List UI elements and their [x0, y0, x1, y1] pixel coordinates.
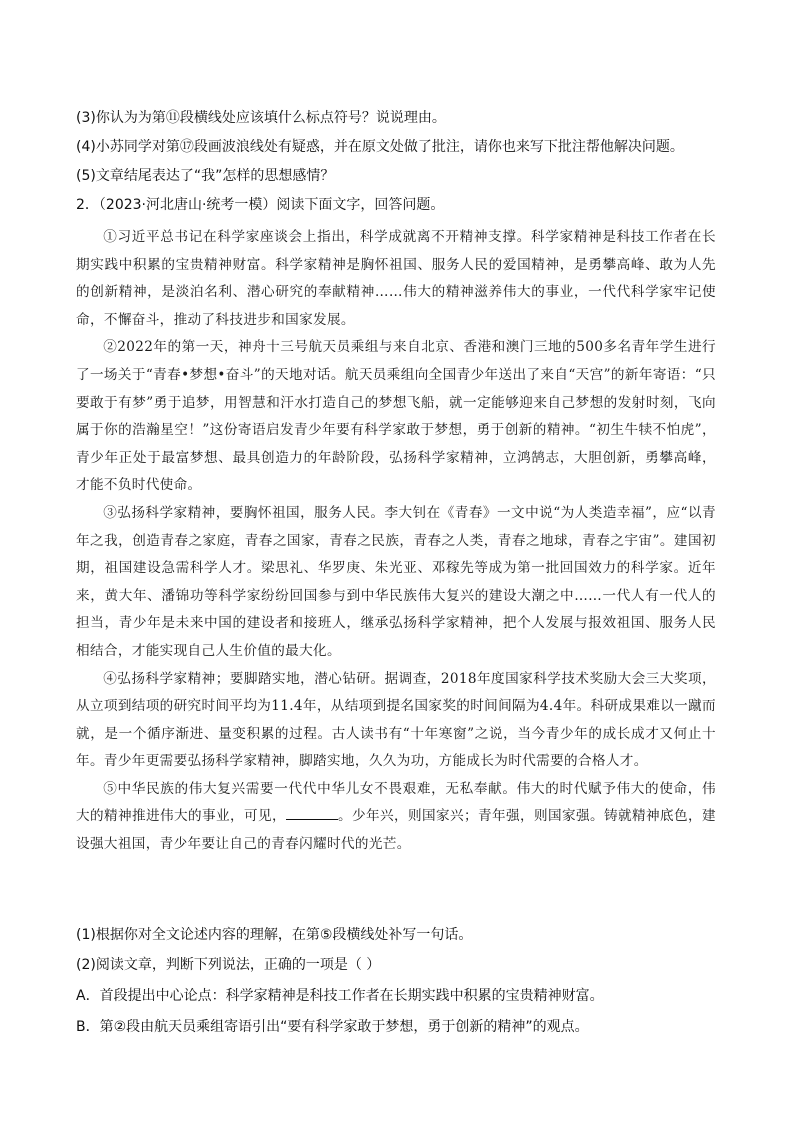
fill-in-blank [286, 805, 338, 820]
paragraph-2: ②2022年的第一天，神舟十三号航天员乘组与来自北京、香港和澳门三地的500多名青年学生进行了一场关于“青春•梦想•奋斗”的天地对话。航天员乘组向全国青少年送出了来自“天宫”的新年寄语：“只要敢于有梦”勇于追梦，用智慧和汗水打造自己的梦想飞船，就一定能够迎来自己梦想的发射时刻，飞向属于你的浩瀚星空！”这份寄语启发青少年要有科学家敢于梦想，勇于创新的精神。“初生牛犊不怕虎”，青少年正处于最富梦想、最具创造力的年龄阶段，弘扬科学家精神，立鸿鹄志，大胆创新，勇攀高峰，才能不负时代使命。 [76, 339, 716, 494]
question-4: (4)小苏同学对第⑰段画波浪线处有疑惑，并在原文处做了批注，请你也来写下批注帮他解决问题。 [76, 139, 684, 155]
reading-passage [76, 224, 716, 859]
paragraph-1: ①习近平总书记在科学家座谈会上指出，科学成就离不开精神支撑。科学家精神是科技工作者在长期实践中积累的宝贵精神财富。科学家精神是胸怀祖国、服务人民的爱国精神，是勇攀高峰、敢为人先的创新精神，是淡泊名利、潜心研究的奉献精神……伟大的精神滋养伟大的事业，一代代科学家牢记使命，不懈奋斗，推动了科技进步和国家发展。 [76, 229, 716, 328]
option-b: B．第②段由航天员乘组寄语引出“要有科学家敢于梦想，勇于创新的精神”的观点。 [76, 1019, 589, 1035]
question-5: (5)文章结尾表达了“我”怎样的思想感情？ [76, 168, 335, 184]
paragraph-5-part-1: ⑤中华民族的伟大复兴需要一代代中华儿女不畏艰难，无私奉献。伟大的时代赋予伟大的使命，伟大的精神推进伟大的事业，可见， [76, 780, 716, 825]
paragraph-5-part-2: 。少年兴，则国家兴；青年强，则国家强。铸就精神底色，建设强大祖国，青少年要让自己的青春闪耀时代的光芒。 [76, 808, 716, 853]
question-3: (3)你认为为第⑪段横线处应该填什么标点符号？说说理由。 [76, 110, 446, 126]
problem-header: 2．（2023·河北唐山·统考一模）阅读下面文字，回答问题。 [76, 197, 445, 213]
sub-question-1: (1)根据你对全文论述内容的理解，在第⑤段横线处补写一句话。 [76, 927, 473, 943]
paragraph-3: ③弘扬科学家精神，要胸怀祖国，服务人民。李大钊在《青春》一文中说“为人类造幸福”，应“以青年之我，创造青春之家庭，青春之国家，青春之民族，青春之人类，青春之地球，青春之宇宙”。建国初期，祖国建设急需科学人才。梁思礼、华罗庚、朱光亚、邓稼先等成为第一批回国效力的科学家。近年来，黄大年、潘锦功等科学家纷纷回国参与到中华民族伟大复兴的建设大潮之中……一代人有一代人的担当，青少年是未来中国的建设者和接班人，继承弘扬科学家精神，把个人发展与报效祖国、服务人民相结合，才能实现自己人生价值的最大化。 [76, 504, 716, 659]
sub-question-2: (2)阅读文章，判断下列说法，正确的一项是（ ） [76, 957, 381, 973]
option-a: A．首段提出中心论点：科学家精神是科技工作者在长期实践中积累的宝贵精神财富。 [76, 988, 604, 1004]
paragraph-4: ④弘扬科学家精神；要脚踏实地，潜心钻研。据调查，2018年度国家科学技术奖励大会三大奖项，从立项到结项的研究时间平均为11.4年，从结项到提名国家奖的时间间隔为4.4年。科研成果难以一蹴而就，是一个循序渐进、量变积累的过程。古人读书有“十年寒窗”之说，当今青少年的成长成才又何止十年。青少年更需要弘扬科学家精神，脚踏实地，久久为功，方能成长为时代需要的合格人才。 [76, 670, 716, 770]
paragraph-5 [76, 776, 716, 859]
